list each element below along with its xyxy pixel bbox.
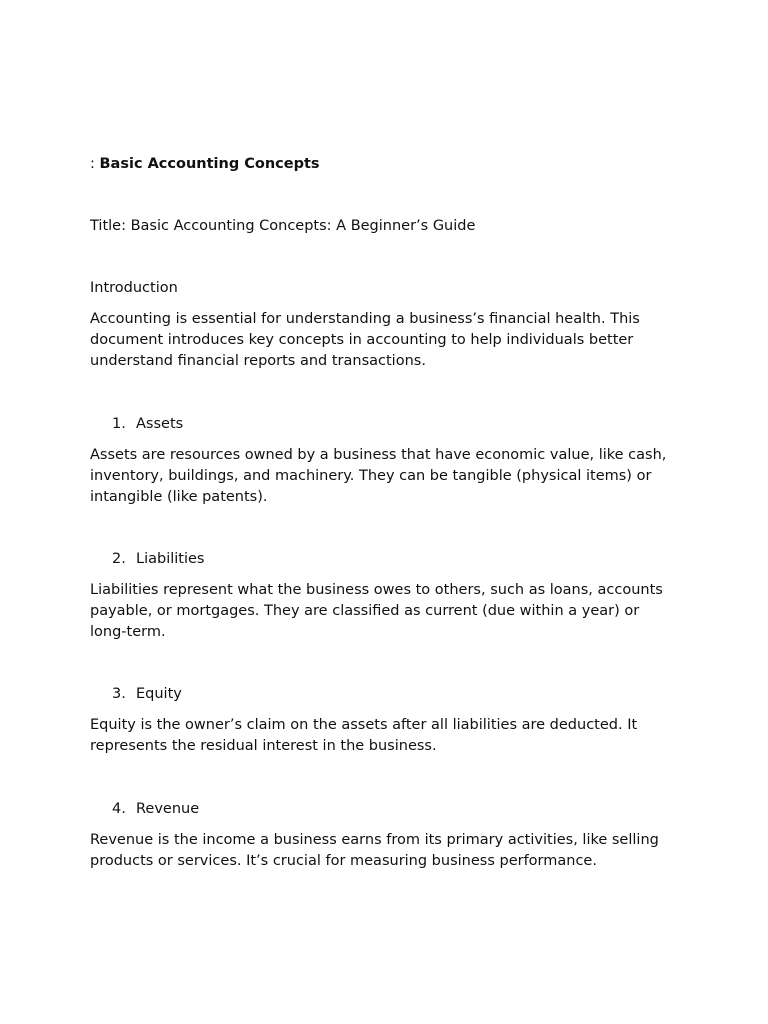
- section-number: 4.: [112, 801, 126, 817]
- section-heading-equity: [112, 684, 182, 705]
- heading-prefix: :: [90, 156, 95, 172]
- section-number: 1.: [112, 416, 126, 432]
- section-title: Assets: [136, 416, 184, 432]
- section-number: 3.: [112, 686, 126, 702]
- section-body-assets: Assets are resources owned by a business that have economic value, like cash, inventory, buildings, and machinery. They can be tangible (physical items) or intangible (like patents).: [90, 447, 667, 505]
- document-title: Title: Basic Accounting Concepts: A Beginner’s Guide: [90, 218, 476, 234]
- document-heading: [90, 154, 320, 175]
- section-body-revenue: Revenue is the income a business earns from its primary activities, like selling products or services. It’s crucial for measuring business performance.: [90, 832, 659, 869]
- section-heading-liabilities: [112, 549, 204, 570]
- heading-text: Basic Accounting Concepts: [99, 156, 320, 172]
- section-title: Revenue: [136, 801, 200, 817]
- section-body-equity: Equity is the owner’s claim on the assets after all liabilities are deducted. It represents the residual interest in the business.: [90, 717, 638, 754]
- introduction-paragraph: Accounting is essential for understanding a business’s financial health. This document introduces key concepts in accounting to help individuals better understand financial reports and transactions.: [90, 311, 640, 369]
- introduction-heading: Introduction: [90, 280, 178, 296]
- section-title: Equity: [136, 686, 182, 702]
- section-heading-revenue: [112, 799, 199, 820]
- section-number: 2.: [112, 551, 126, 567]
- section-body-liabilities: Liabilities represent what the business owes to others, such as loans, accounts payable, or mortgages. They are classified as current (due within a year) or long-term.: [90, 582, 663, 640]
- section-heading-assets: [112, 414, 183, 435]
- section-title: Liabilities: [136, 551, 205, 567]
